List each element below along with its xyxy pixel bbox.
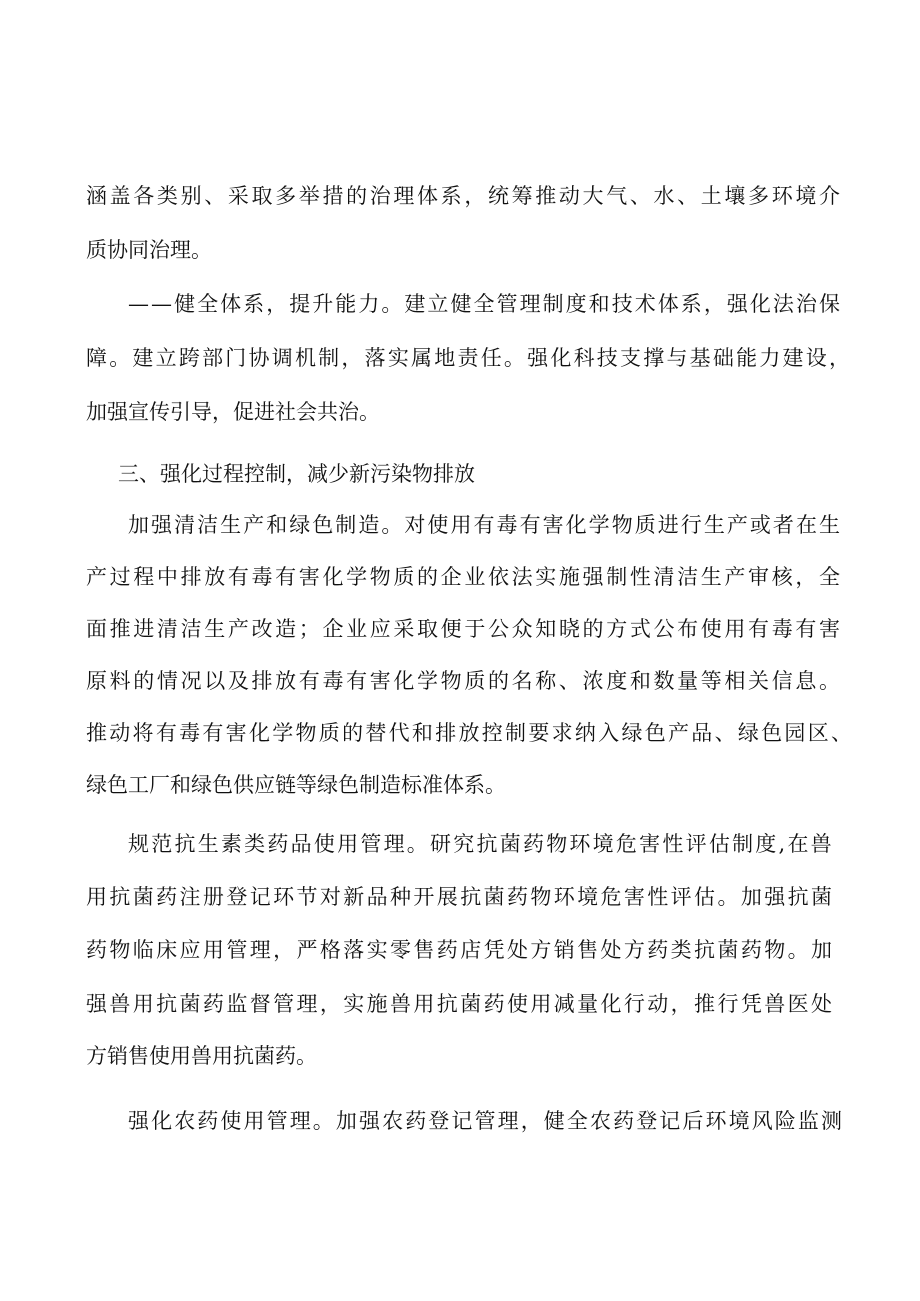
paragraph-line: 绿色工厂和绿色供应链等绿色制造标准体系。 [86,773,506,797]
paragraph-line: 原料的情况以及排放有毒有害化学物质的名称、浓度和数量等相关信息。 [86,669,843,693]
paragraph-line: 面推进清洁生产改造；企业应采取便于公众知晓的方式公布使用有毒有害 [86,617,843,641]
paragraph-line: 加强清洁生产和绿色制造。对使用有毒有害化学物质进行生产或者在生 [128,513,843,537]
paragraph-line: 规范抗生素类药品使用管理。研究抗菌药物环境危害性评估制度,在兽 [128,832,834,856]
paragraph-line: 障。建立跨部门协调机制，落实属地责任。强化科技支撑与基础能力建设， [86,346,853,370]
paragraph-line: ——健全体系，提升能力。建立健全管理制度和技术体系，强化法治保 [128,292,843,316]
paragraph-line: 方销售使用兽用抗菌药。 [86,1044,317,1068]
paragraph-line: 产过程中排放有毒有害化学物质的企业依法实施强制性清洁生产审核，全 [86,565,843,589]
paragraph-line: 涵盖各类别、采取多举措的治理体系，统筹推动大气、水、土壤多环境介 [86,184,843,208]
paragraph-line: 药物临床应用管理，严格落实零售药店凭处方销售处方药类抗菌药物。加 [86,938,835,962]
paragraph-line: 用抗菌药注册登记环节对新品种开展抗菌药物环境危害性评估。加强抗菌 [86,885,835,909]
paragraph-line: 强化农药使用管理。加强农药登记管理，健全农药登记后环境风险监测 [128,1109,845,1133]
section-heading: 三、强化过程控制，减少新污染物排放 [118,462,475,486]
paragraph-line: 加强宣传引导，促进社会共治。 [86,400,380,424]
paragraph-line: 强兽用抗菌药监督管理，实施兽用抗菌药使用减量化行动，推行凭兽医处 [86,992,835,1016]
paragraph-line: 推动将有毒有害化学物质的替代和排放控制要求纳入绿色产品、绿色园区、 [86,721,855,745]
paragraph-line: 质协同治理。 [86,238,212,262]
